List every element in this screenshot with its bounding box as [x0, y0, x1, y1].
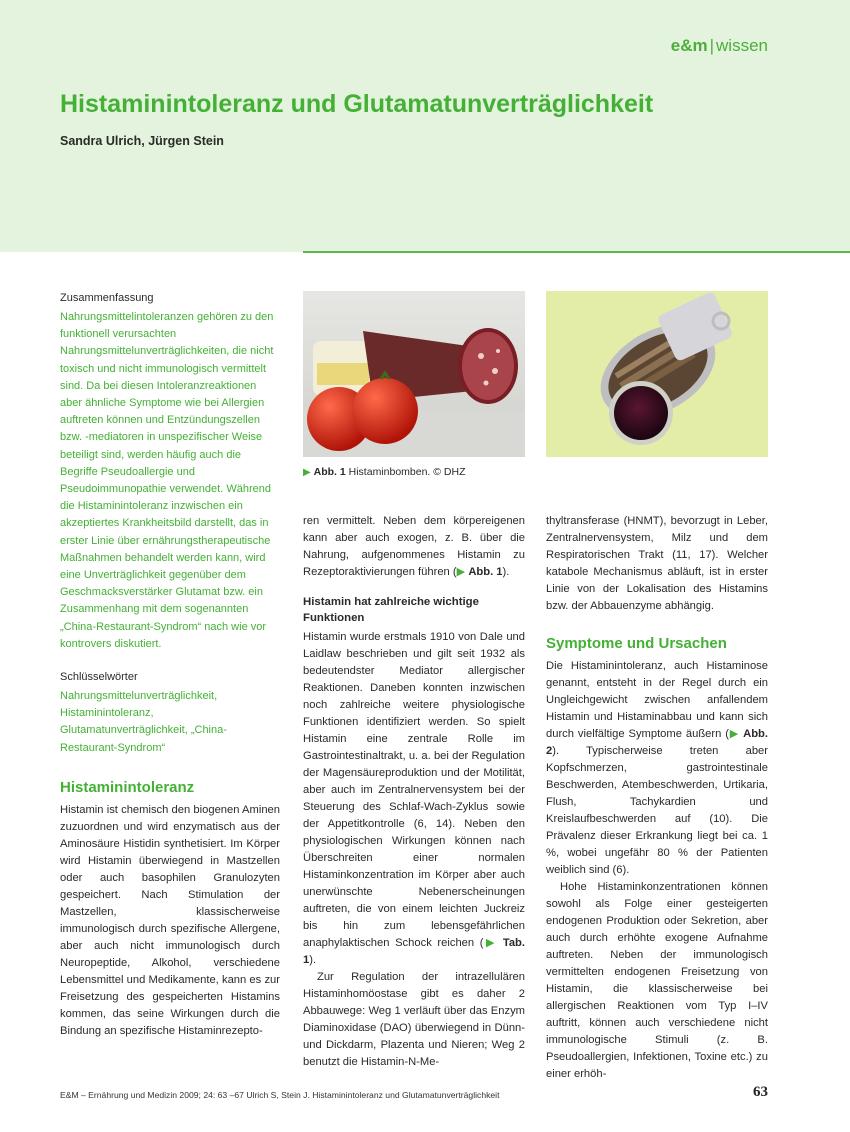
figure-label: Abb. 1: [313, 466, 346, 478]
figure-caption: [303, 466, 466, 478]
header-rule: [303, 251, 850, 253]
tomatoes-salami-illustration: [303, 291, 525, 457]
column3-paragraph-1: thyltransferase (HNMT), bevorzugt in Leber, Zentralnervensystem, Milz und dem Respiratorischen Trakt (11, 17). Welcher katabole Mechanismus abläuft, ist in erster Linie von der Lokalisation des Histamins bzw. der Abbauenzyme abhängig.: [546, 515, 768, 612]
ref-arrow-icon: ▶: [728, 728, 744, 740]
article-authors: Sandra Ulrich, Jürgen Stein: [60, 134, 224, 148]
ref-abb-2[interactable]: Abb. 2: [546, 728, 768, 757]
column-2: [303, 513, 525, 1071]
column2-paragraph-1: ren vermittelt. Neben dem körpereigenen kann aber auch exogen, z. B. über die Nahrung, aufgenommenes Histamin zu Rezeptoraktivierungen führen (▶ Abb. 1).: [303, 515, 525, 578]
column-1: [60, 290, 280, 1040]
section-heading-symptome: Symptome und Ursachen: [546, 635, 727, 652]
column3-paragraph-3: Hohe Histaminkonzentrationen können sowohl als Folge einer gesteigerten endogenen Produktion oder Sekretion, aber auch durch erhöhte exogene Aufnahme auftreten. Neben der immunologisch vermittelten endogenen Freisetzung von Histamin, die klassischerweise bei allergischen Reaktionen vom Typ I–IV auftritt, können auch verschiedene nicht immunologische Stimuli (z. B. Pseudoallergien, Infektionen, Toxine etc.) zu einer erhöh-: [546, 881, 768, 1080]
keywords-text: Nahrungsmittelunverträglichkeit, Histaminintoleranz, Glutamatunverträglichkeit, „China-Restaurant-Syndrom“: [60, 690, 227, 754]
column2-paragraph-3: Zur Regulation der intrazellulären Histaminhomöostase gibt es daher 2 Abbauwege: Weg 1 verläuft über das Enzym Diaminoxidase (DAO) überwiegend in Dünn- und Dickdarm, Plazenta und Nieren; Weg 2 benutzt die Histamin-N-Me-: [303, 971, 525, 1068]
ref-arrow-icon: ▶: [456, 566, 469, 578]
footer-citation: E&M – Ernährung und Medizin 2009; 24: 63 –67 Ulrich S, Stein J. Histaminintoleranz und Glutamatunverträglichkeit: [60, 1090, 500, 1100]
article-title: Histaminintoleranz und Glutamatunverträglichkeit: [60, 90, 654, 118]
section1-paragraph: Histamin ist chemisch den biogenen Aminen zuzuordnen und wird enzymatisch aus der Aminosäure Histidin synthetisiert. Im Körper wird Histamin überwiegend in Mastzellen oder auch basophilen Granulozyten gespeichert. Nach Stimulation der Mastzellen, klassischerweise immunologisch durch spezifische Allergene, aber auch nicht immunologisch durch Neuropeptide, Alkohol, verschiedene Lebensmittel und Medikamente, kann es zur Freisetzung des gespeicherten Histamins kommen, das seine Wirkungen durch die Bindung an spezifische Histaminrezepto-: [60, 803, 280, 1037]
food-photo-tomatoes-salami: [303, 291, 525, 457]
ref-arrow-icon: ▶: [483, 937, 503, 949]
brand-logo: e&m | wissen: [670, 36, 768, 55]
ref-abb-1[interactable]: Abb. 1: [468, 566, 503, 578]
subheading-functions: Histamin hat zahlreiche wichtige Funktionen: [303, 596, 479, 624]
column3-paragraph-2: Die Histaminintoleranz, auch Histaminose genannt, entsteht in der Regel durch ein Ungleichgewicht zwischen anfallendem Histamin und Histaminabbau und kann sich durch vielfältige Symptome äußern (▶ Abb. 2). Typischerweise treten aber Kopfschmerzen, gastrointestinale Beschwerden, Atembeschwerden, Urtikaria, Flush, Tachykardien und Kreislaufbeschwerden auf (10). Die Prävalenz dieser Erkrankung liegt bei ca. 1 %, wobei ungefähr 80 % der Patienten weiblich sind (6).: [546, 660, 768, 876]
figure-caption-text: Histaminbomben. © DHZ: [348, 466, 466, 478]
abstract-text: Nahrungsmittelintoleranzen gehören zu den funktionell verursachten Nahrungsmittelunverträglichkeiten, die nicht toxisch und nicht immunologisch vermittelt sind. Da bei diesen Intoleranzreaktionen aber ähnliche Symptome wie bei Allergien auftreten können und Entzündungszellen bzw. -mediatoren in unspezifischer Weise beteiligt sind, werden häufig auch die Begriffe Pseudoallergie und Pseudoimmunopathie verwendet. Während die Histaminintoleranz inzwischen ein akzeptiertes Krankheitsbild darstellt, das in erster Linie über ernährungstherapeutische Maßnahmen behandelt werden kann, wird eine Unverträglichkeit gegenüber dem Geschmacksverstärker Glutamat bzw. ein Zusammenhang mit dem sogenannten „China-Restaurant-Syndrom“ nach wie vor kontrovers diskutiert.: [60, 311, 274, 650]
column2-paragraph-2: Histamin wurde erstmals 1910 von Dale und Laidlaw beschrieben und gilt seit 1932 als bedeutendster Mediator allergischer Reaktionen. Daneben konnten inzwischen noch zahlreiche weitere physiologische Funktionen identifiziert werden. So spielt Histamin eine zentrale Rolle im Gastrointestinaltrakt, u. a. bei der Regulation der Magensäureproduktion und der Motilität, aber auch im Zentralnervensystem bei der Steuerung des Schlaf-Wach-Zyklus sowie der Appetitkontrolle (6, 14). Neben den physiologischen Wirkungen können nach Überschreiten einer normalen Histaminkonzentration im Körper aber auch unerwünschte Nebenerscheinungen auftreten, die von einem leichten Juckreiz bis hin zum lebensgefährlichen anaphylaktischen Schock reichen (▶ Tab. 1).: [303, 631, 525, 966]
abstract-label: Zusammenfassung: [60, 292, 154, 304]
food-photo-sardines-wine: [546, 291, 768, 457]
sardines-wine-illustration: [546, 291, 768, 457]
ref-tab-1[interactable]: Tab. 1: [303, 937, 525, 966]
keywords-label: Schlüsselwörter: [60, 671, 138, 684]
column-3: [546, 513, 768, 1083]
caption-arrow-icon: ▶: [303, 467, 311, 478]
section-heading-histaminintoleranz: Histaminintoleranz: [60, 778, 195, 796]
page-number: 63: [753, 1084, 768, 1100]
